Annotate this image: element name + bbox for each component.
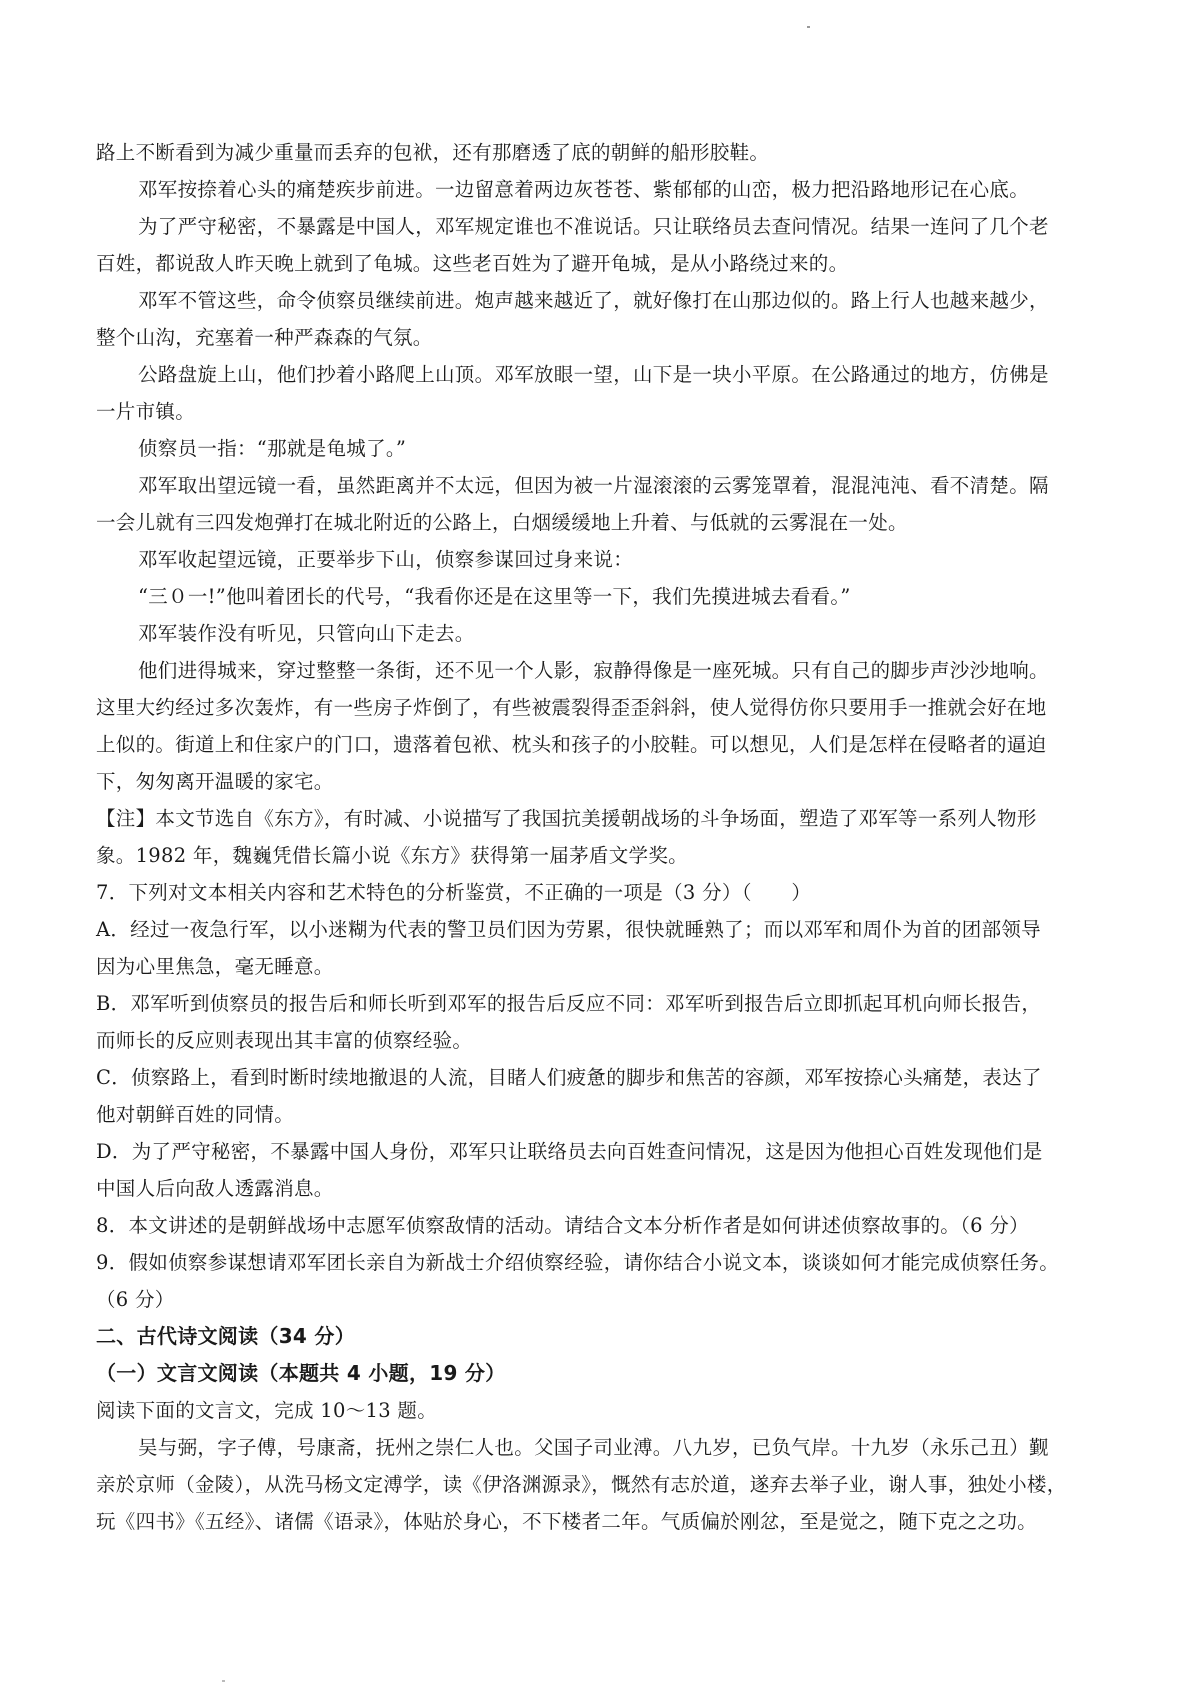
scan-speck — [807, 26, 810, 28]
text-line: 玩《四书》《五经》、诸儒《语录》，体贴於身心，不下楼者二年。气质偏於刚忿，至是觉之，随下克之之功。 — [96, 1510, 1037, 1533]
text-line: 【注】本文节选自《东方》，有时减、小说描写了我国抗美援朝战场的斗争场面，塑造了邓军等一系列人物形 — [96, 807, 1037, 830]
text-line: （6 分） — [96, 1288, 175, 1311]
text-line: 邓军收起望远镜，正要举步下山，侦察参谋回过身来说： — [138, 548, 634, 571]
document-body — [96, 134, 1114, 1540]
section-heading: 二、古代诗文阅读（34 分） — [96, 1324, 355, 1348]
text-line: 上似的。街道上和住家户的门口，遗落着包袱、枕头和孩子的小胶鞋。可以想见，人们是怎样在侵略者的逼迫 — [96, 733, 1047, 756]
text-line: 公路盘旋上山，他们抄着小路爬上山顶。邓军放眼一望，山下是一块小平原。在公路通过的地方，仿佛是 — [138, 363, 1049, 386]
text-line: 阅读下面的文言文，完成 10～13 题。 — [96, 1399, 438, 1422]
text-line: 为了严守秘密，不暴露是中国人，邓军规定谁也不准说话。只让联络员去查问情况。结果一连问了几个老 — [138, 215, 1049, 238]
text-line: 因为心里焦急，毫无睡意。 — [96, 955, 334, 978]
text-line: D．为了严守秘密，不暴露中国人身份，邓军只让联络员去向百姓查问情况，这是因为他担心百姓发现他们是 — [96, 1140, 1043, 1163]
text-line: 路上不断看到为减少重量而丢弃的包袱，还有那磨透了底的朝鲜的船形胶鞋。 — [96, 141, 770, 164]
text-line: A．经过一夜急行军，以小迷糊为代表的警卫员们因为劳累，很快就睡熟了；而以邓军和周仆为首的团部领导 — [96, 918, 1041, 941]
text-line: C．侦察路上，看到时断时续地撤退的人流，目睹人们疲惫的脚步和焦苦的容颜，邓军按捺心头痛楚，表达了 — [96, 1066, 1042, 1089]
text-line: 整个山沟，充塞着一种严森森的气氛。 — [96, 326, 433, 349]
text-line: 而师长的反应则表现出其丰富的侦察经验。 — [96, 1029, 473, 1052]
text-line: 象。1982 年，魏巍凭借长篇小说《东方》获得第一届茅盾文学奖。 — [96, 844, 688, 867]
text-line: 他们进得城来，穿过整整一条街，还不见一个人影，寂静得像是一座死城。只有自己的脚步声沙沙地响。 — [138, 659, 1049, 682]
text-line: 中国人后向敌人透露消息。 — [96, 1177, 334, 1200]
text-line: B．邓军听到侦察员的报告后和师长听到邓军的报告后反应不同：邓军听到报告后立即抓起耳机向师长报告， — [96, 992, 1042, 1015]
text-line: 吴与弼，字子傅，号康斋，抚州之崇仁人也。父国子司业溥。八九岁，已负气岸。十九岁（永乐己丑）觐 — [138, 1436, 1049, 1459]
section-heading: （一）文言文阅读（本题共 4 小题，19 分） — [96, 1361, 506, 1385]
text-line: 邓军装作没有听见，只管向山下走去。 — [138, 622, 475, 645]
scan-speck — [222, 1680, 225, 1682]
text-line: 一会儿就有三四发炮弹打在城北附近的公路上，白烟缓缓地上升着、与低就的云雾混在一处。 — [96, 511, 908, 534]
text-line: “三０一!”他叫着团长的代号，“我看你还是在这里等一下，我们先摸进城去看看。” — [138, 585, 851, 608]
text-line: 9．假如侦察参谋想请邓军团长亲自为新战士介绍侦察经验，请你结合小说文本，谈谈如何才能完成侦察任务。 — [96, 1251, 1060, 1274]
text-line: 亲於京师（金陵），从洗马杨文定溥学，读《伊洛渊源录》，慨然有志於道，遂弃去举子业，谢人事，独处小楼， — [96, 1473, 1067, 1496]
text-line: 邓军取出望远镜一看，虽然距离并不太远，但因为被一片湿滚滚的云雾笼罩着，混混沌沌、看不清楚。隔 — [138, 474, 1049, 497]
text-line: 一片市镇。 — [96, 400, 196, 423]
text-line: 他对朝鲜百姓的同情。 — [96, 1103, 295, 1126]
text-line: 7．下列对文本相关内容和艺术特色的分析鉴赏，不正确的一项是（3 分）（ ） — [96, 881, 812, 904]
text-line: 侦察员一指：“那就是龟城了。” — [138, 437, 407, 460]
text-line: 8．本文讲述的是朝鲜战场中志愿军侦察敌情的活动。请结合文本分析作者是如何讲述侦察故事的。（6 分） — [96, 1214, 1029, 1237]
text-line: 这里大约经过多次轰炸，有一些房子炸倒了，有些被震裂得歪歪斜斜，使人觉得仿你只要用手一推就会好在地 — [96, 696, 1047, 719]
text-line: 邓军按捺着心头的痛楚疾步前进。一边留意着两边灰苍苍、紫郁郁的山峦，极力把沿路地形记在心底。 — [138, 178, 1030, 201]
text-line: 邓军不管这些，命令侦察员继续前进。炮声越来越近了，就好像打在山那边似的。路上行人也越来越少， — [138, 289, 1049, 312]
text-line: 百姓，都说敌人昨天晚上就到了龟城。这些老百姓为了避开龟城，是从小路绕过来的。 — [96, 252, 849, 275]
text-line: 下，匆匆离开温暖的家宅。 — [96, 770, 334, 793]
